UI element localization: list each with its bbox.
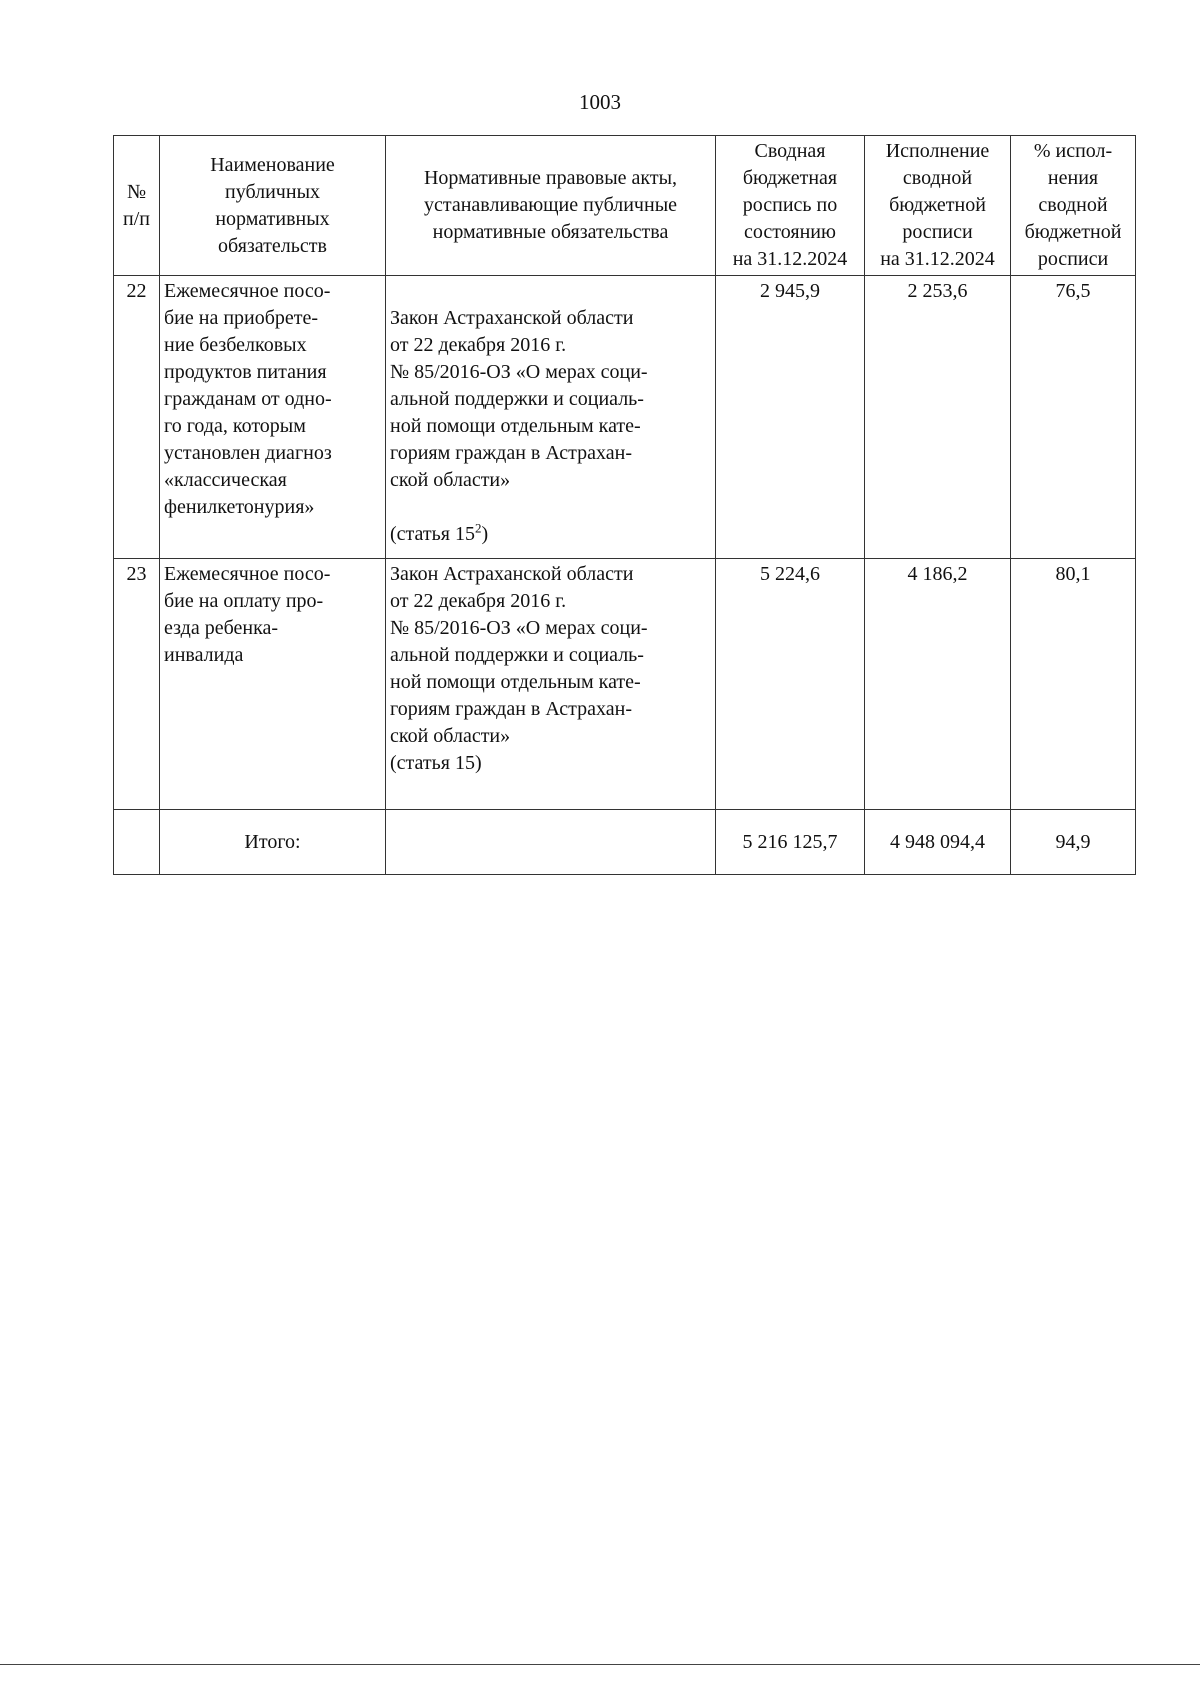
total-acts-empty <box>386 810 716 875</box>
legal-acts-article-end: ) <box>481 523 489 545</box>
total-num-empty <box>114 810 160 875</box>
total-pct-value: 94,9 <box>1011 810 1136 875</box>
table-header-row <box>114 136 1136 276</box>
header-num: № п/п <box>114 136 160 276</box>
header-acts: Нормативные правовые акты, устанавливающие публичные нормативные обязательства <box>386 136 716 276</box>
legal-acts-text: Закон Астраханской области от 22 декабря 2016 г. № 85/2016-ОЗ «О мерах соци- альной поддержки и социаль- ной помощи отдельным кате- гориям граждан в Астрахан- ской области» <box>390 307 648 491</box>
plan-value: 5 224,6 <box>716 559 865 810</box>
row-number: 22 <box>114 276 160 559</box>
exec-value: 2 253,6 <box>865 276 1011 559</box>
pct-value: 76,5 <box>1011 276 1136 559</box>
exec-value: 4 186,2 <box>865 559 1011 810</box>
obligations-table <box>113 135 1136 875</box>
header-exec: Исполнение сводной бюджетной росписи на 31.12.2024 <box>865 136 1011 276</box>
legal-acts-article: (статья 15 <box>390 523 475 545</box>
bottom-divider <box>0 1664 1200 1665</box>
obligation-name: Ежемесячное посо- бие на приобрете- ние безбелковых продуктов питания гражданам от одно- го года, которым установлен диагноз «классическая фенилкетонурия» <box>160 276 386 559</box>
table-row <box>114 276 1136 559</box>
header-plan: Сводная бюджетная роспись по состоянию на 31.12.2024 <box>716 136 865 276</box>
legal-acts-article-sup: 2 <box>474 520 482 536</box>
row-number: 23 <box>114 559 160 810</box>
obligation-name: Ежемесячное посо- бие на оплату про- езда ребенка- инвалида <box>160 559 386 810</box>
plan-value: 2 945,9 <box>716 276 865 559</box>
table-total-row <box>114 810 1136 875</box>
total-label: Итого: <box>160 810 386 875</box>
total-exec-value: 4 948 094,4 <box>865 810 1011 875</box>
total-plan-value: 5 216 125,7 <box>716 810 865 875</box>
legal-acts: Закон Астраханской области от 22 декабря 2016 г. № 85/2016-ОЗ «О мерах соци- альной поддержки и социаль- ной помощи отдельным кате- гориям граждан в Астрахан- ской области» (статья 15) <box>386 559 716 810</box>
legal-acts <box>386 276 716 559</box>
pct-value: 80,1 <box>1011 559 1136 810</box>
header-name: Наименование публичных нормативных обязательств <box>160 136 386 276</box>
header-pct: % испол- нения сводной бюджетной росписи <box>1011 136 1136 276</box>
table-row <box>114 559 1136 810</box>
page-number: 1003 <box>579 90 621 114</box>
